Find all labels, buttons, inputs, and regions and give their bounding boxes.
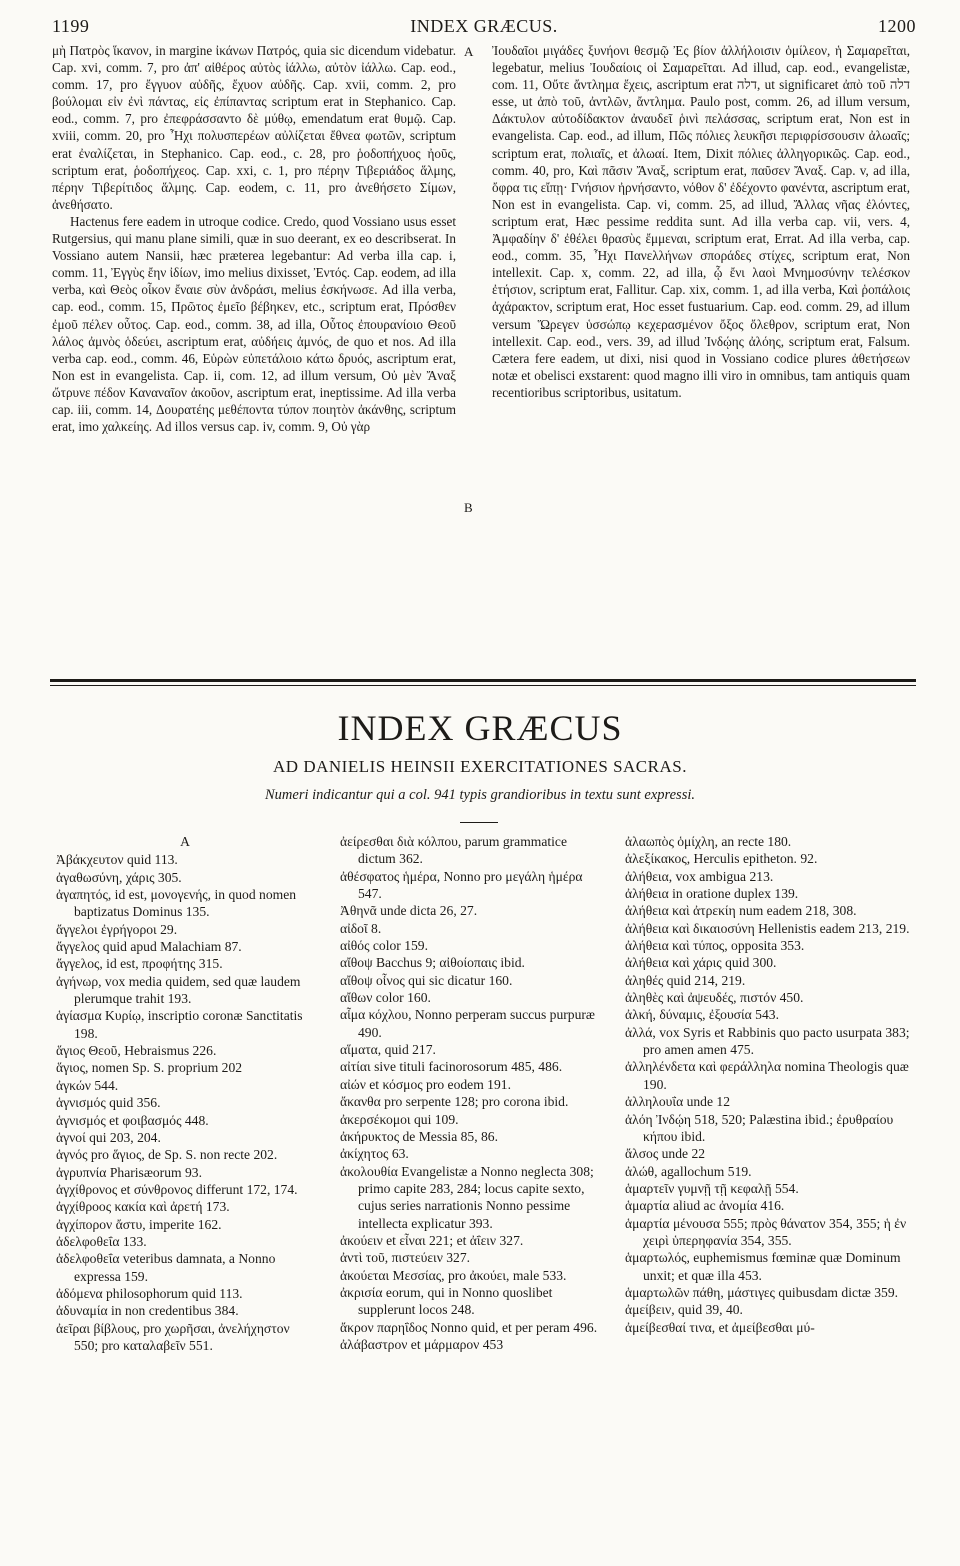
index-entry: ἀκούεται Μεσσίας, pro ἀκούει, male 533. bbox=[340, 1267, 567, 1283]
paragraph: Ἰουδαῖοι μιγάδες ξυνήονι θεσμῷ Ἐς βίον ἀλλήλοισιν ὁμίλεον, ἡ Σαμαρεῖται, legebatur, melius Ἰουδαίοις οἱ Σαμαρεῖται. Ad illud, cap. eod., evangelistæ, com. 11, Οὔτε ἄντλημα ἔχεις, ascriptum erat דלה, ut significaret ἀπὸ τοῦ דלה esse, ut ἀπὸ τοῦ, ἀντλῶν, ἄντλημα. Paulo post, comm. 26, ad illum versum, Δάκτυλον αὐτοδίδακτον ἀναυδεῖ ῥινὶ πελάσσας, scriptum erat, Non est in evangelista. Cap. eod., ad illum, Πῶς πόλιες λευκῆσι περιφρίσσουσιν ἀλωαῖς; scriptum erat, πολιαῖς, et ἀλωαί. Item, Dixit πόλιες ἀλληγορικῶς. Cap. eod., comm. 40, pro, Καὶ πᾶσιν Ἄναξ, scriptum erat, παῦσεν Ἄναξ. Cap. v, ad illa, ὄφρα τις εἴπῃ· Γνήσιον ἠρνήσαντο, νόθον δ' ἐδέχοντο φανέντα, ascriptum erat, Non est in evangelista. Cap. vi, comm. 25, ad illud, Ἄλλας νῆας ἐλόντες, scriptum erat, Hæc pessime reddita sunt. Ad illa verba cap. vii, vers. 4, Ἀμφαδίην δ' ἐθέλει θρασὺς ἔμμεναι, scriptum erat, Errat. Ad illa verba, cap. eod., comm. 35, Ἦχι Πανελλήνων σποράδες στίχες, scriptum erat, Non intellexit. Cap. x, comm. 22, ad illa, ᾧ ἔνι λαοὶ Μνημοσύνην τελέσκον ἐτήσιον, scriptum erat, Fallitur. Cap. xix, comm. 1, ad illa verba, Καὶ ῥοπάλοις ἀχάρακτον, scriptum erat, Hoc esset fustuarium. Cap. eod. comm. 29, ad illum versum Ὥρεγεν ὑσσώπῳ κεχερασμένον ὄξος ὄλεθρον, scriptum erat, Non intellexit. Cap. eod., vers. 39, ad illud Ἰνδῴης ἀλόης, scriptum erat, Falsum. Cætera fere eadem, ut dixi, nisi quod in Vossiano codice plures ἀθετήσεων notæ et obelisci exstarent: quod magno illi viro in omnibus, tam antiquis quam recentioribus scriptoribus, usitatum. bbox=[492, 43, 910, 400]
section-marker-a: A bbox=[464, 44, 474, 59]
index-entry: ἄγγελος, id est, προφήτης 315. bbox=[56, 956, 223, 972]
index-entry: ἀλήθεια in oratione duplex 139. bbox=[625, 886, 799, 902]
top-left-column bbox=[52, 42, 456, 435]
index-entry: ἀλώθ, agallochum 519. bbox=[625, 1163, 752, 1179]
divider-thick-rule bbox=[50, 679, 916, 682]
index-entry: ἀλάβαστρον et μάρμαρον 453 bbox=[340, 1336, 504, 1352]
index-title: INDEX GRÆCUS bbox=[337, 708, 623, 748]
index-entry: αἰών et κόσμος pro eodem 191. bbox=[340, 1076, 511, 1092]
section-divider bbox=[50, 679, 916, 689]
index-entry: ἄκρον παρηΐδος Nonno quid, et per peram 496. bbox=[340, 1319, 598, 1335]
index-entry: ἄγγελοι ἐγρήγοροι 29. bbox=[56, 921, 178, 937]
index-letter: A bbox=[180, 834, 190, 849]
index-entry: αἴθων color 160. bbox=[340, 990, 431, 1006]
index-entry: ἀλήθεια, vox ambigua 213. bbox=[625, 868, 774, 884]
index-entry: ἀδόμενα philosophorum quid 113. bbox=[56, 1285, 243, 1301]
top-right-column bbox=[492, 42, 910, 401]
short-rule bbox=[460, 822, 498, 823]
index-entry: ἀλληλουΐα unde 12 bbox=[625, 1094, 731, 1110]
running-title: INDEX GRÆCUS. bbox=[410, 16, 558, 36]
index-entry: ἀγαθωσύνη, χάρις 305. bbox=[56, 869, 182, 885]
index-entry: ἀληθές quid 214, 219. bbox=[625, 972, 746, 988]
paragraph: Hactenus fere eadem in utroque codice. Credo, quod Vossiano usus esset Rutgersius, qui manu plane simili, quæ in suo deerant, ex eo describserat. In Vossiano autem Nansii, hæc præterea legebantur: Ad verba illa cap. i, comm. 11, Ἐγγὺς ἔην ἰδίων, imo melius dixisset, Ἐντός. Cap. eodem, ad illa verba, καὶ Θεὸς οἶκον ἔναιε σὺν ἀνδράσι, melius ἐσκήνωσε. Ad illa verba, cap. eod., comm. 15, Πρῶτος ἐμεῖο βέβηκεν, etc., scriptum erat, Πρόσθεν ἐμοῦ πέλεν οὗτος. Cap. eod., comm. 38, ad illa, Οὗτος ἐπουρανίοιο Θεοῦ λάλος ἀμνὸς ὁδεύει, ascriptum erat, αὐδήεις ἀμνός, de quo et nos. Ad illa verba cap. eod., comm. 46, Εὑρὼν εὐπετάλοιο κάτω δρυός, ascriptum erat, Non est in evangelista. Cap. ii, com. 12, ad illum versum, Οὐ μὲν Ἄναξ ὤτρυνε πέδον Καναναῖον ἀκοῦον, ascriptum erat, ineptissime. Ad illa verba cap. iii, comm. 14, Δουρατέης μεθέποντα τύπον ποιητὸν ἀκάνθης, scriptum erat, imo χαλκείης. Ad illos versus cap. iv, comm. 9, Οὐ γὰρ bbox=[52, 213, 456, 435]
index-column-2 bbox=[340, 833, 600, 1353]
running-head bbox=[52, 16, 916, 42]
index-entry: ἀθέσφατος ἡμέρα, Nonno pro μεγάλη ἡμέρα 547. bbox=[340, 868, 583, 902]
index-entry: αἰδοῖ 8. bbox=[340, 920, 382, 936]
index-entry: ἀλήθεια καὶ τύπος, opposita 353. bbox=[625, 938, 805, 954]
index-entry: ἀλεξίκακος, Herculis epitheton. 92. bbox=[625, 851, 818, 867]
index-entry: ἄκανθα pro serpente 128; pro corona ibid. bbox=[340, 1094, 569, 1110]
index-entry: ἁμαρτωλῶν πάθη, μάστιγες quibusdam dictæ 359. bbox=[625, 1284, 899, 1300]
index-entries bbox=[340, 833, 600, 1353]
index-entry: ἄγγελος quid apud Malachiam 87. bbox=[56, 939, 242, 955]
index-entry: ἀκίχητος 63. bbox=[340, 1146, 409, 1162]
page-number-right: 1200 bbox=[878, 16, 916, 36]
index-entry: ἀγχίθροος κακία καὶ ἀρετή 173. bbox=[56, 1199, 230, 1215]
index-entry: αἰτίαι sive tituli facinorosorum 485, 486. bbox=[340, 1059, 563, 1075]
index-entry: ἅγιος Θεοῦ, Hebraismus 226. bbox=[56, 1043, 217, 1059]
index-entry: ἁμαρτία aliud ac ἀνομία 416. bbox=[625, 1198, 785, 1214]
index-entry: ἀλληλένδετα καὶ φεράλληλα nomina Theologis quæ 190. bbox=[625, 1059, 909, 1092]
index-entry: ἁμαρτεῖν γυμνῇ τῇ κεφαλῇ 554. bbox=[625, 1180, 799, 1196]
index-entry: ἀδελφοθεΐα 133. bbox=[56, 1233, 147, 1249]
index-entry: ἀληθὲς καὶ ἀψευδές, πιστόν 450. bbox=[625, 990, 804, 1006]
index-entry: αἵματα, quid 217. bbox=[340, 1042, 436, 1058]
index-entry: ἀγχίπορον ἄστυ, imperite 162. bbox=[56, 1216, 222, 1232]
index-entry: ἀλήθεια καὶ δικαιοσύνη Hellenistis eadem 213, 219. bbox=[625, 920, 910, 936]
index-entry: ἀγρυπνία Pharisæorum 93. bbox=[56, 1164, 202, 1180]
page-number-left: 1199 bbox=[52, 16, 90, 36]
index-entry: ἀμείβεσθαί τινα, et ἀμείβεσθαι μύ- bbox=[625, 1319, 815, 1335]
index-entry: ἄλσος unde 22 bbox=[625, 1146, 706, 1162]
index-entry: ἁγνός pro ἅγιος, de Sp. S. non recte 202. bbox=[56, 1147, 278, 1163]
index-entry: ἀλήθεια καὶ χάρις quid 300. bbox=[625, 955, 777, 971]
index-entry: ἀγχίθρονος et σύνθρονος differunt 172, 174. bbox=[56, 1181, 298, 1197]
index-entry: ἁμαρτία μένουσα 555; πρὸς θάνατον 354, 355; ἡ ἐν χειρὶ ὑπερηφανία 354, 355. bbox=[625, 1215, 907, 1248]
index-entry: αἴθοψ Bacchus 9; αἰθοίοπαις ibid. bbox=[340, 955, 525, 971]
index-entry: ἀδυναμία in non credentibus 384. bbox=[56, 1303, 239, 1319]
index-entry: ἁγνισμός quid 356. bbox=[56, 1095, 161, 1111]
index-entry: ἀλαωπὸς ὁμίχλη, an recte 180. bbox=[625, 834, 792, 849]
index-entry: ἀκήρυκτος de Messia 85, 86. bbox=[340, 1128, 499, 1144]
index-entries bbox=[625, 833, 913, 1336]
index-entry: Ἀθηνᾶ unde dicta 26, 27. bbox=[340, 903, 478, 919]
index-entry: ἀκερσέκομοι qui 109. bbox=[340, 1111, 459, 1127]
paragraph: μὴ Πατρὸς ἵκανον, in margine ἰκάνων Πατρός, quia sic dicendum videbatur. Cap. xvi, comm. 7, pro ἀπ' αἰθέρος αὐτὸς ἰάλλω, αὐτὸν ἰάλλω. Cap. eod., comm. 17, pro ἔγγυον αὐδῆς, ἔχυον αὐδῆς. Cap. xvii, comm. 2, pro βούλομαι εἰν ἐνὶ πάντας, εἰς ἐπίπαντας scriptum erat in Stephanico. Cap. eod., comm. 7, pro ἐπεφράσσαντο δὲ μύθῳ, emendatum erat θυμῷ. Cap. xviii, comm. 20, pro Ἦχι πολυσπερέων αὐλίζεται ἔθνεα φωτῶν, scriptum erat ἐναλίζεται, in Stephanico. Cap. eod., c. 28, pro ῥοδοπήχυος ἠοῦς, scriptum erat, ῥοδοπήχεος. Cap. xxi, c. 1, pro πέρην Τιβεριάδος ἅλμης, πέρην Τιβερίτιδος ἅλμης. Cap. eodem, c. 11, pro ἀνεθήσετο Σίμων, ἀνεθήσατο. bbox=[52, 43, 456, 212]
index-entry: ἀγαπητός, id est, μονογενής, in quod nomen baptizatus Dominus 135. bbox=[56, 887, 297, 920]
index-entry: ἀγκών 544. bbox=[56, 1077, 119, 1093]
index-entry: ἀείρεσθαι διὰ κόλπου, parum grammatice dictum 362. bbox=[340, 834, 567, 867]
section-marker-b: B bbox=[464, 500, 473, 515]
divider-thin-rule bbox=[50, 685, 916, 686]
index-column-1 bbox=[56, 833, 314, 1354]
index-entry: Ἀβάκχευτον quid 113. bbox=[56, 852, 178, 868]
index-entry: ἀλλά, vox Syris et Rabbinis quo pacto usurpata 383; pro amen amen 475. bbox=[625, 1024, 910, 1058]
index-entry: ἀλόη Ἰνδῴη 518, 520; Palæstina ibid.; ἐρυθραίου κήπου ibid. bbox=[625, 1111, 894, 1144]
index-entry: ἀκούειν et εἶναι 221; et ἀΐειν 327. bbox=[340, 1232, 524, 1248]
index-entry: ἀεῖραι βίβλους, pro χωρῆσαι, ἀνελήχηστον 550; pro καταλαβεῖν 551. bbox=[56, 1320, 290, 1353]
index-entry: ἁγνισμός et φοιβασμός 448. bbox=[56, 1112, 209, 1128]
index-entry: ἁγίασμα Κυρίῳ, inscriptio coronæ Sanctitatis 198. bbox=[56, 1008, 303, 1041]
index-subtitle: AD DANIELIS HEINSII EXERCITATIONES SACRAS. bbox=[273, 757, 687, 776]
index-entry: ἀμείβειν, quid 39, 40. bbox=[625, 1302, 743, 1318]
index-entry: ἀλήθεια καὶ ἀτρεκίη num eadem 218, 308. bbox=[625, 903, 857, 919]
index-entry: ἀλκή, δύναμις, ἐξουσία 543. bbox=[625, 1007, 779, 1023]
index-entry: ἁμαρτωλός, euphemismus fœminæ quæ Dominum unxit; et quæ illa 453. bbox=[625, 1250, 901, 1283]
index-entry: ἁγνοί qui 203, 204. bbox=[56, 1129, 161, 1145]
index-entry: ἀκολουθία Evangelistæ a Nonno neglecta 308; primo capite 283, 284; locus capite sexto, cujus series narrationis Nonno pessime intellecta explicatur 393. bbox=[340, 1163, 594, 1231]
index-note: Numeri indicantur qui a col. 941 typis grandioribus in textu sunt expressi. bbox=[264, 787, 695, 803]
index-entry: ἅγιος, nomen Sp. S. proprium 202 bbox=[56, 1060, 243, 1076]
index-entry: αἴθοψ οἶνος qui sic dicatur 160. bbox=[340, 972, 513, 988]
index-entry: αἰθός color 159. bbox=[340, 938, 428, 954]
index-entry: ἀγήνωρ, vox media quidem, sed quæ laudem plerumque trahit 193. bbox=[56, 973, 301, 1007]
index-entry: ἀκρισία eorum, qui in Nonno quoslibet supplerunt locos 248. bbox=[340, 1284, 553, 1318]
index-column-3 bbox=[625, 833, 913, 1336]
index-entry: ἀδελφοθεΐα veteribus damnata, a Nonno expressa 159. bbox=[56, 1251, 276, 1284]
index-entry: αἷμα κόχλου, Nonno perperam succus purpuræ 490. bbox=[340, 1007, 595, 1040]
index-entry: ἀντὶ τοῦ, πιστεύειν 327. bbox=[340, 1250, 471, 1266]
index-entries bbox=[56, 851, 314, 1354]
